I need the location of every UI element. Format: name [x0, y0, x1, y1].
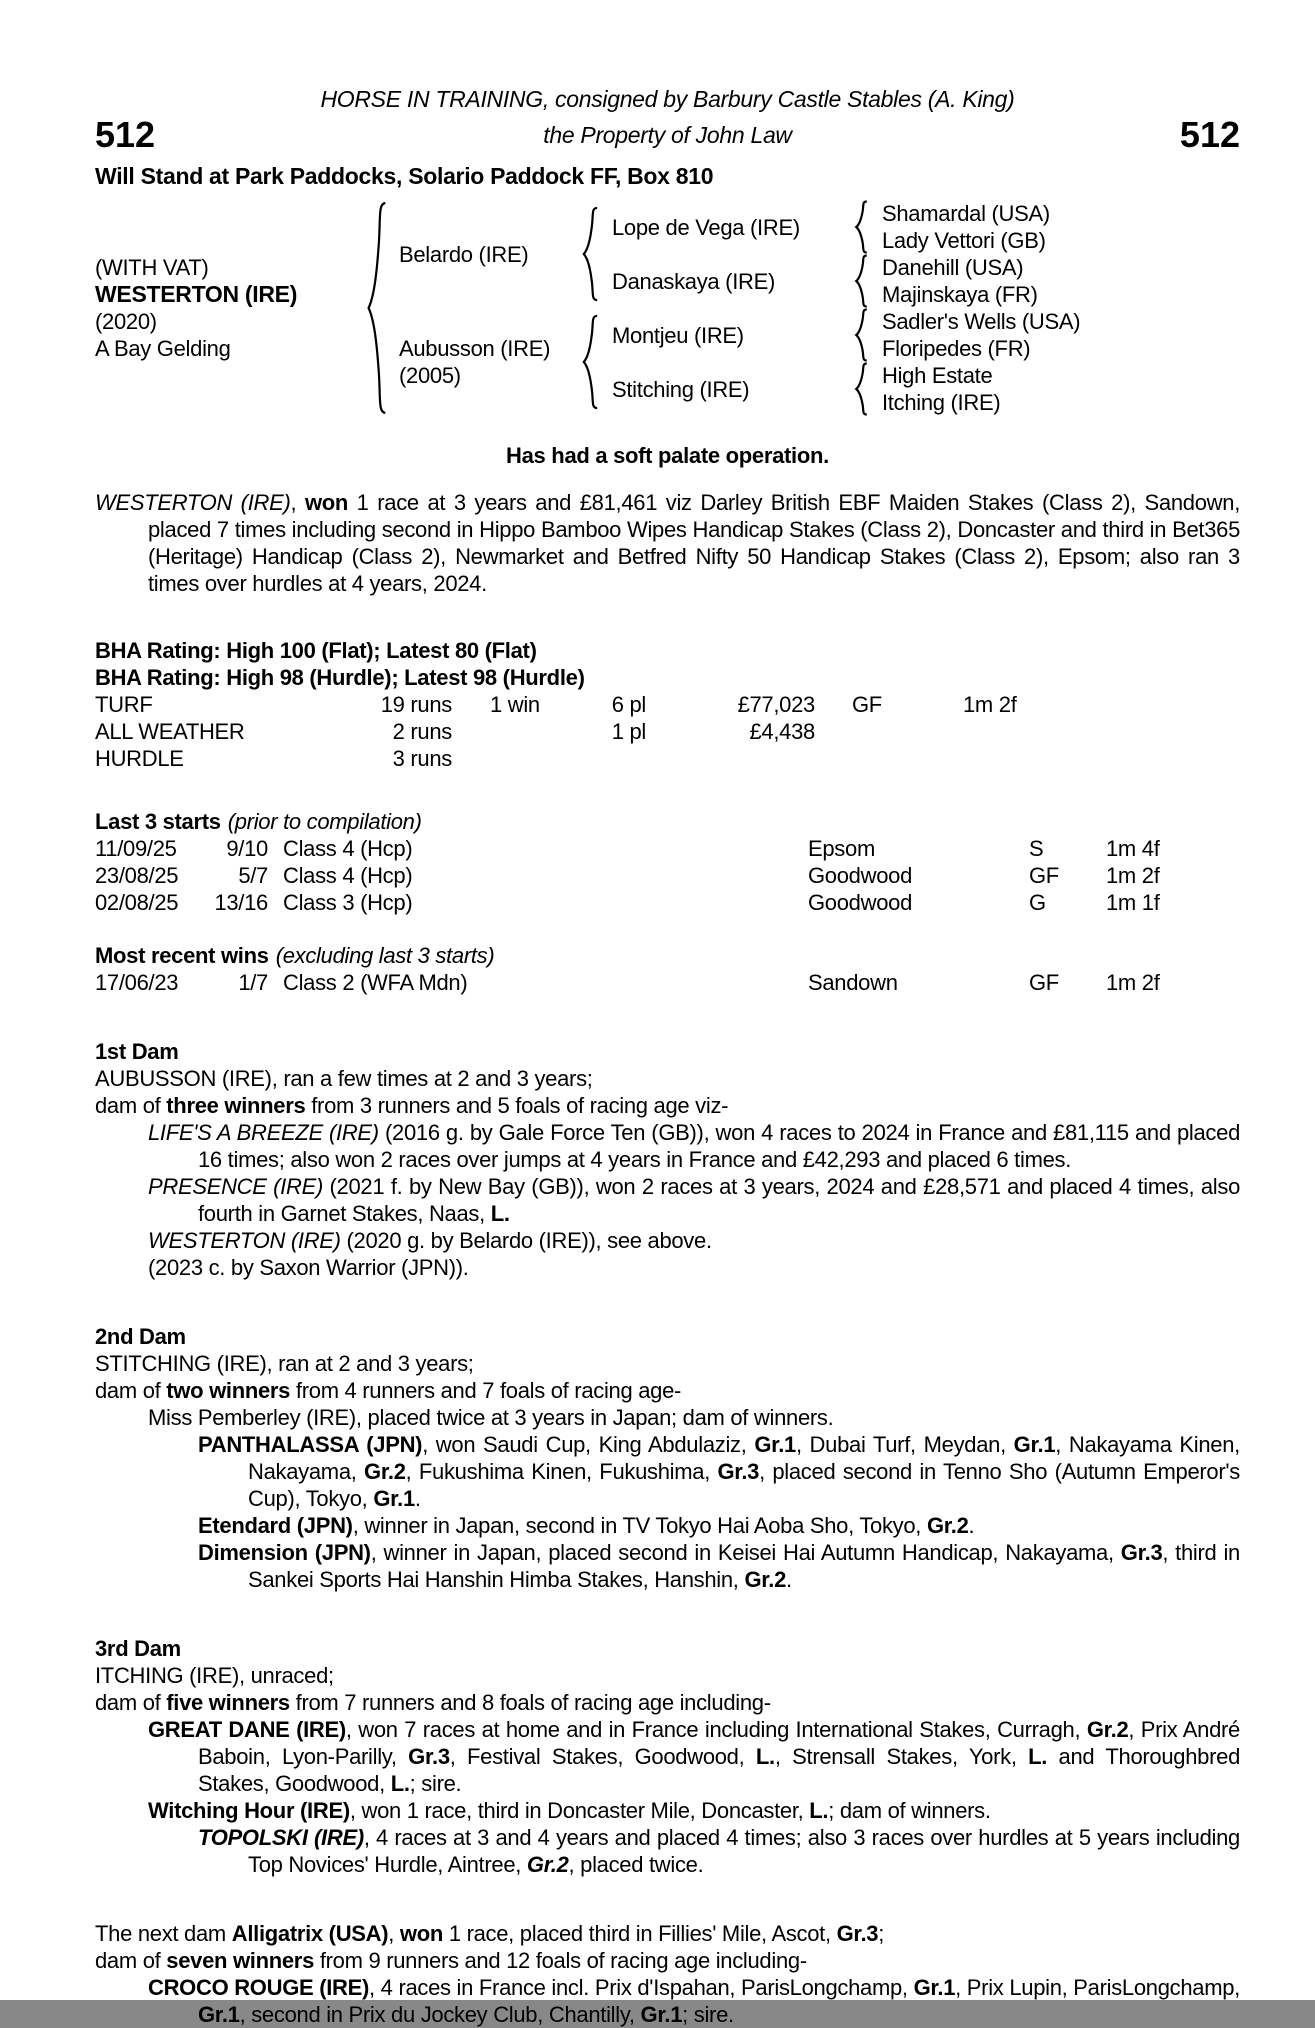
sire-dam-parents	[882, 254, 1240, 308]
great-granddam-name: Majinskaya (FR)	[882, 282, 1038, 307]
great-grandsire-name: Danehill (USA)	[882, 255, 1024, 280]
sire-dam-branch	[612, 254, 1240, 308]
position-cell: 13/16	[214, 890, 268, 915]
section-subtitle: (prior to compilation)	[227, 809, 422, 834]
distance-cell: 1m 2f	[1106, 863, 1160, 888]
pedigree-brace-icon	[365, 201, 389, 415]
dam-paragraph: STITCHING (IRE), ran at 2 and 3 years;	[95, 1351, 474, 1376]
distance-cell	[963, 745, 1240, 772]
lot-number-right: 512	[1179, 114, 1240, 155]
places-cell	[552, 745, 646, 772]
start-row	[95, 889, 1240, 916]
earnings-cell: £4,438	[749, 719, 815, 744]
course-cell: Sandown	[808, 970, 898, 995]
wins-cell	[452, 745, 552, 772]
dam-paragraph: Miss Pemberley (IRE), placed twice at 3 years in Japan; dam of winners.	[148, 1405, 834, 1430]
sire-sire-branch	[612, 200, 1240, 254]
dam-sire-parents	[882, 308, 1240, 362]
dam-sire-name: Montjeu (IRE)	[612, 322, 744, 348]
dam-branch	[399, 308, 1240, 416]
date-cell: 02/08/25	[95, 890, 179, 915]
color-sex-line: A Bay Gelding	[95, 336, 231, 361]
record-row	[95, 718, 1240, 745]
dam-paragraph: Witching Hour (IRE), won 1 race, third in Doncaster Mile, Doncaster, L.; dam of winners.	[148, 1798, 991, 1823]
soft-palate-note: Has had a soft palate operation.	[506, 443, 829, 468]
places-cell: 1 pl	[611, 719, 646, 744]
wins-cell: 1 win	[490, 692, 540, 717]
great-grandsire-name: Shamardal (USA)	[882, 201, 1050, 226]
dam-name: Aubusson (IRE)	[399, 336, 551, 361]
dam-year: (2005)	[399, 363, 461, 388]
race-record-paragraph: WESTERTON (IRE), won 1 race at 3 years and £81,461 viz Darley British EBF Maiden Stakes (Class 2), Sandown, placed 7 times including second in Hippo Bamboo Wipes Handicap Stakes (Class 2), Doncaster and third in Bet365 (Heritage) Handicap (Class 2), Newmarket and Betfred Nifty 50 Handicap Stakes (Class 2), Epsom; also ran 3 times over hurdles at 4 years, 2024.	[95, 490, 1241, 596]
dam-dam-name: Stitching (IRE)	[612, 376, 750, 402]
going-cell: S	[1029, 836, 1044, 861]
class-cell: Class 4 (Hcp)	[283, 863, 413, 888]
runs-cell: 19 runs	[380, 692, 452, 717]
sire-sire-name: Lope de Vega (IRE)	[612, 214, 800, 240]
going-cell	[815, 745, 963, 772]
distance-cell: 1m 2f	[963, 692, 1017, 717]
dam-paragraph: AUBUSSON (IRE), ran a few times at 2 and 3 years;	[95, 1066, 593, 1091]
dam-paragraph: (2023 c. by Saxon Warrior (JPN)).	[148, 1255, 469, 1280]
third-dam-section	[95, 1635, 1240, 1878]
pedigree-table	[95, 200, 1240, 416]
dam-paragraph: PRESENCE (IRE) (2021 f. by New Bay (GB)), won 2 races at 3 years, 2024 and £28,571 and placed 4 times, also fourth in Garnet Stakes, Naas, L.	[148, 1174, 1240, 1226]
sire-grandparents	[612, 200, 1240, 308]
dam-sire-branch	[612, 308, 1240, 362]
runs-cell: 3 runs	[392, 746, 452, 771]
pedigree-brace-icon	[581, 207, 600, 301]
pedigree-brace-icon	[581, 315, 600, 409]
stand-location-line: Will Stand at Park Paddocks, Solario Paddock FF, Box 810	[95, 163, 714, 189]
course-cell: Epsom	[808, 836, 875, 861]
places-cell: 6 pl	[611, 692, 646, 717]
dam-paragraph: The next dam Alligatrix (USA), won 1 race, placed third in Fillies' Mile, Ascot, Gr.3;	[95, 1921, 885, 1946]
dam-paragraph: LIFE'S A BREEZE (IRE) (2016 g. by Gale Force Ten (GB)), won 4 races to 2024 in France and £81,115 and placed 16 times; also won 2 races over jumps at 4 years in France and £42,293 and placed 6 times.	[148, 1120, 1240, 1172]
last-starts-heading	[95, 808, 1240, 835]
great-grandsire-name: High Estate	[882, 363, 993, 388]
bha-ratings	[95, 637, 1240, 691]
vat-note: (WITH VAT)	[95, 255, 209, 280]
section-title: Most recent wins	[95, 943, 269, 968]
great-granddam-name: Itching (IRE)	[882, 390, 1001, 415]
sire-cell	[399, 200, 581, 308]
pedigree-brace-icon	[854, 201, 869, 253]
date-cell: 17/06/23	[95, 970, 179, 995]
great-granddam-name: Lady Vettori (GB)	[882, 228, 1046, 253]
pedigree-brace-icon	[854, 309, 869, 361]
start-row	[95, 835, 1240, 862]
distance-cell: 1m 1f	[1106, 890, 1160, 915]
record-row	[95, 745, 1240, 772]
next-dam-section	[95, 1920, 1240, 2028]
dam-paragraph: ITCHING (IRE), unraced;	[95, 1663, 334, 1688]
surface-cell: TURF	[95, 692, 153, 717]
bha-rating-hurdle: BHA Rating: High 98 (Hurdle); Latest 98 (Hurdle)	[95, 665, 585, 690]
course-cell: Goodwood	[808, 863, 913, 888]
dam-heading: 2nd Dam	[95, 1324, 186, 1349]
dam-paragraph: PANTHALASSA (JPN), won Saudi Cup, King Abdulaziz, Gr.1, Dubai Turf, Meydan, Gr.1, Nakayama Kinen, Nakayama, Gr.2, Fukushima Kinen, Fukushima, Gr.3, placed second in Tenno Sho (Autumn Emperor's Cup), Tokyo, Gr.1.	[198, 1432, 1240, 1511]
going-cell: GF	[1029, 970, 1059, 995]
distance-cell: 1m 4f	[1106, 836, 1160, 861]
dam-paragraph: Dimension (JPN), winner in Japan, placed second in Keisei Hai Autumn Handicap, Nakayama, Gr.3, third in Sankei Sports Hai Hanshin Himba Stakes, Hanshin, Gr.2.	[198, 1540, 1240, 1592]
dam-paragraph: dam of five winners from 7 runners and 8 foals of racing age including-	[95, 1690, 771, 1715]
class-cell: Class 2 (WFA Mdn)	[283, 970, 468, 995]
distance-cell: 1m 2f	[1106, 970, 1160, 995]
position-cell: 1/7	[238, 970, 268, 995]
property-line: the Property of John Law	[543, 121, 792, 148]
recent-wins-heading	[95, 942, 1240, 969]
pedigree-subject	[95, 200, 365, 416]
dam-paragraph: GREAT DANE (IRE), won 7 races at home and in France including International Stakes, Curragh, Gr.2, Prix André Baboin, Lyon-Parilly, Gr.3, Festival Stakes, Goodwood, L., Strensall Stakes, York, L. and Thoroughbred Stakes, Goodwood, L.; sire.	[148, 1717, 1240, 1796]
record-row	[95, 691, 1240, 718]
second-dam-section	[95, 1323, 1240, 1593]
dam-heading: 3rd Dam	[95, 1636, 181, 1661]
surface-cell: ALL WEATHER	[95, 719, 245, 744]
position-cell: 9/10	[226, 836, 268, 861]
position-cell: 5/7	[238, 863, 268, 888]
dam-paragraph: CROCO ROUGE (IRE), 4 races in France incl. Prix d'Ispahan, ParisLongchamp, Gr.1, Prix Lupin, ParisLongchamp, Gr.1, second in Prix du Jockey Club, Chantilly, Gr.1; sire.	[148, 1975, 1240, 2027]
going-cell: G	[1029, 890, 1046, 915]
dam-paragraph: WESTERTON (IRE) (2020 g. by Belardo (IRE)), see above.	[148, 1228, 712, 1253]
lot-number-left: 512	[95, 114, 156, 155]
runs-cell: 2 runs	[392, 719, 452, 744]
great-grandsire-name: Sadler's Wells (USA)	[882, 309, 1081, 334]
start-row	[95, 862, 1240, 889]
last-starts-section	[95, 808, 1240, 916]
class-cell: Class 3 (Hcp)	[283, 890, 413, 915]
date-cell: 11/09/25	[95, 836, 177, 861]
pedigree-brace-icon	[854, 255, 869, 307]
pedigree-generations	[399, 200, 1240, 416]
win-row	[95, 969, 1240, 996]
header-row	[95, 115, 1240, 155]
sire-name: Belardo (IRE)	[399, 241, 529, 267]
dam-dam-branch	[612, 362, 1240, 416]
pedigree-brace-icon	[854, 363, 869, 415]
dam-paragraph: dam of three winners from 3 runners and 5 foals of racing age viz-	[95, 1093, 729, 1118]
surface-cell: HURDLE	[95, 746, 184, 771]
going-cell: GF	[852, 692, 882, 717]
horse-name: WESTERTON (IRE)	[95, 281, 298, 307]
record-summary-table	[95, 691, 1240, 772]
course-cell: Goodwood	[808, 890, 913, 915]
sire-sire-parents	[882, 200, 1240, 254]
section-subtitle: (excluding last 3 starts)	[275, 943, 495, 968]
dam-paragraph: dam of two winners from 4 runners and 7 foals of racing age-	[95, 1378, 682, 1403]
foal-year: (2020)	[95, 309, 157, 334]
earnings-cell: £77,023	[737, 692, 815, 717]
consignor-line: HORSE IN TRAINING, consigned by Barbury Castle Stables (A. King)	[320, 86, 1015, 112]
sire-branch	[399, 200, 1240, 308]
section-title: Last 3 starts	[95, 809, 221, 834]
class-cell: Class 4 (Hcp)	[283, 836, 413, 861]
dam-cell	[399, 308, 581, 416]
dam-paragraph: TOPOLSKI (IRE), 4 races at 3 and 4 years and placed 4 times; also 3 races over hurdles at 5 years including Top Novices' Hurdle, Aintree, Gr.2, placed twice.	[198, 1825, 1240, 1877]
going-cell	[815, 718, 963, 745]
great-granddam-name: Floripedes (FR)	[882, 336, 1031, 361]
dam-grandparents	[612, 308, 1240, 416]
first-dam-section	[95, 1038, 1240, 1281]
bha-rating-flat: BHA Rating: High 100 (Flat); Latest 80 (Flat)	[95, 638, 537, 663]
sire-dam-name: Danaskaya (IRE)	[612, 268, 776, 294]
wins-cell	[452, 718, 552, 745]
dam-paragraph: dam of seven winners from 9 runners and 12 foals of racing age including-	[95, 1948, 807, 1973]
dam-dam-parents	[882, 362, 1240, 416]
date-cell: 23/08/25	[95, 863, 179, 888]
going-cell: GF	[1029, 863, 1059, 888]
dam-paragraph: Etendard (JPN), winner in Japan, second in TV Tokyo Hai Aoba Sho, Tokyo, Gr.2.	[198, 1513, 975, 1538]
distance-cell	[963, 718, 1240, 745]
dam-heading: 1st Dam	[95, 1039, 179, 1064]
recent-wins-section	[95, 942, 1240, 996]
earnings-cell	[646, 745, 815, 772]
